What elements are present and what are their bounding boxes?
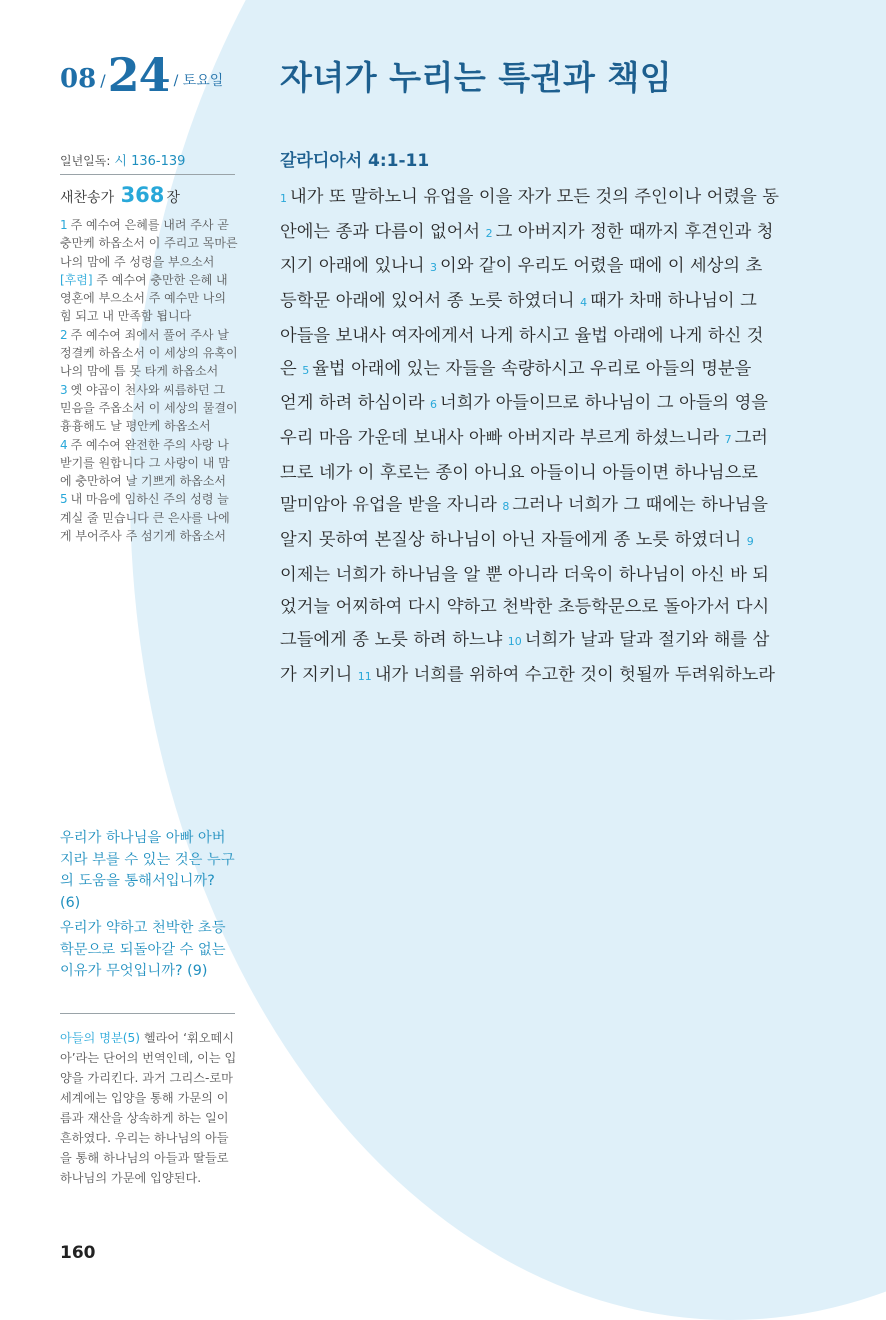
verse-text: 말미암아 유업을 받을 자니라: [280, 495, 503, 516]
passage-reference: 갈라디아서 4:1-11: [280, 151, 430, 171]
date-header: [60, 48, 224, 102]
reading-label: 일년일독:: [60, 154, 111, 168]
note-heading: 아들의 명분(5): [60, 1031, 141, 1045]
hymn-lyrics: [60, 216, 238, 545]
verse-text: 때가 차매 하나님이 그: [590, 291, 757, 312]
passage-line: [280, 559, 798, 592]
verse-text: 등학문 아래에 있어서 종 노릇 하였더니: [280, 291, 581, 312]
verse-text: 알지 못하여 본질상 하나님이 아닌 자들에게 종 노릇 하였더니: [280, 530, 747, 551]
verse-text: 내가 너희를 위하여 수고한 것이 헛될까 두려워하노라: [374, 664, 775, 685]
verse-text: 그러: [734, 427, 768, 448]
hymn-verse: [60, 326, 238, 381]
hymn-verse: [60, 436, 238, 491]
verse-number: 1: [280, 192, 287, 205]
reading-value: 시 136-139: [114, 154, 186, 169]
divider: [60, 1013, 235, 1014]
verse-text: 안에는 종과 다름이 없어서: [280, 221, 486, 242]
verse-text: 은: [280, 358, 303, 379]
passage-line: [280, 659, 798, 694]
date-month: 08: [60, 64, 97, 94]
date-slash: /: [100, 71, 106, 90]
annual-reading: [60, 150, 235, 169]
scripture-passage: [280, 181, 798, 694]
passage-line: [280, 489, 798, 524]
hymn-verse-text: 주 예수여 은혜를 내려 주사 곧 충만케 하옵소서 이 주리고 목마른 나의 맘에 주 성령을 부으소서: [60, 218, 238, 269]
divider: [60, 174, 235, 175]
verse-number: 7: [724, 432, 732, 446]
verse-text: 이와 같이 우리도 어렸을 때에 이 세상의 초: [440, 256, 763, 277]
verse-text: 우리 마음 가운데 보내사 아빠 아버지라 부르게 하셨느니라: [280, 427, 725, 448]
hymn-verse-number: 1: [60, 218, 68, 232]
passage-line: [280, 624, 798, 659]
verse-text: 이제는 너희가 하나님을 알 뿐 아니라 더욱이 하나님이 아신 바 되: [280, 564, 769, 585]
passage-line: [280, 387, 798, 422]
verse-number: 4: [580, 296, 588, 310]
verse-text: 아들을 보내사 여자에게서 나게 하시고 율법 아래에 나게 하신 것: [280, 325, 764, 346]
passage-line: [280, 181, 798, 216]
verse-text: 그 아버지가 정한 때까지 후견인과 청: [495, 221, 774, 242]
note-body: 헬라어 ‘휘오떼시아’라는 단어의 번역인데, 이는 입양을 가리킨다. 과거 그리스-로마 세계에는 입양을 통해 가문의 이름과 재산을 상속하게 하는 일이 흔하였다. 우리는 하나님의 아들을 통해 하나님의 아들과 딸들로 하나님의 가문에 입양된다.: [60, 1031, 237, 1185]
hymn-verse: [60, 271, 238, 326]
passage-line: [280, 591, 798, 624]
verse-text: 가 지키니: [280, 664, 358, 685]
verse-text: 얻게 하려 하심이라: [280, 393, 431, 414]
verse-number: 11: [357, 669, 372, 683]
verse-number: 3: [430, 261, 438, 275]
verse-number: 5: [302, 363, 310, 377]
verse-text: 었거늘 어찌하여 다시 약하고 천박한 초등학문으로 돌아가서 다시: [280, 597, 770, 618]
passage-line: [280, 353, 798, 388]
hymn-verse-text: 내 마음에 임하신 주의 성령 늘 계실 줄 믿습니다 큰 은사를 나에게 부어주사 주 섬기게 하옵소서: [60, 492, 230, 544]
hymn-verse-number: 3: [60, 382, 68, 397]
verse-number: 8: [502, 500, 510, 514]
passage-line: [280, 524, 798, 559]
verse-text: 율법 아래에 있는 자들을 속량하시고 우리로 아들의 명분을: [312, 358, 752, 379]
verse-number: 6: [430, 398, 438, 412]
verse-number: 2: [485, 226, 493, 240]
verse-number: 10: [507, 635, 522, 649]
passage-line: [280, 285, 798, 320]
passage-line: [280, 216, 798, 251]
word-note: [60, 1028, 238, 1188]
hymn-verse-number: 4: [60, 437, 68, 452]
verse-text: 그러나 너희가 그 때에는 하나님을: [512, 495, 768, 516]
verse-text: 너희가 아들이므로 하나님이 그 아들의 영을: [440, 393, 768, 414]
passage-line: [280, 320, 798, 353]
hymn-verse-text: 옛 야곱이 천사와 씨름하던 그 믿음을 주옵소서 이 세상의 물결이 흉흉해도 날 평안케 하옵소서: [60, 382, 238, 434]
verse-text: 므로 네가 이 후로는 종이 아니요 아들이니 아들이면 하나님으로: [280, 462, 758, 483]
hymn-verse: [60, 381, 238, 436]
hymn-verse: [60, 490, 238, 545]
hymn-number: 368: [120, 183, 165, 207]
question-2: 우리가 약하고 천박한 초등학문으로 되돌아갈 수 없는 이유가 무엇입니까? (9): [60, 920, 226, 979]
passage-line: [280, 422, 798, 457]
hymn-verse: [60, 216, 238, 271]
hymn-label: 새찬송가: [60, 190, 115, 206]
hymn-heading: [60, 183, 180, 207]
hymn-refrain-label: [후렴]: [60, 272, 93, 287]
passage-line: [280, 250, 798, 285]
page-title: 자녀가 누리는 특권과 책임: [280, 58, 673, 97]
hymn-label-suffix: 장: [166, 190, 180, 206]
hymn-verse-number: 5: [60, 492, 68, 507]
hymn-verse-number: 2: [60, 327, 68, 342]
verse-text: 너희가 날과 달과 절기와 해를 삼: [524, 630, 770, 651]
hymn-verse-text: 주 예수여 완전한 주의 사랑 나 받기를 원합니다 그 사랑이 내 맘에 충만하여 날 기쁘게 하옵소서: [60, 437, 230, 489]
date-day: 24: [107, 48, 170, 102]
hymn-verse-text: 주 예수여 충만한 은혜 내 영혼에 부으소서 주 예수만 나의 힘 되고 내 만족함 됩니다: [60, 272, 228, 324]
verse-text: 그들에게 종 노릇 하려 하느냐: [280, 630, 508, 651]
passage-line: [280, 457, 798, 490]
date-weekday: / 토요일: [173, 73, 224, 89]
hymn-verse-text: 주 예수여 죄에서 풀어 주사 날 정결케 하옵소서 이 세상의 유혹이 나의 맘에 틈 못 타게 하옵소서: [60, 327, 238, 379]
question-1: 우리가 하나님을 아빠 아버지라 부를 수 있는 것은 누구의 도움을 통해서입니까? (6): [60, 830, 235, 911]
verse-number: 9: [746, 535, 754, 549]
page-number: 160: [60, 1243, 96, 1263]
verse-text: 지기 아래에 있나니: [280, 256, 431, 277]
verse-text: 내가 또 말하노니 유업을 이을 자가 모든 것의 주인이나 어렸을 동: [290, 187, 779, 207]
